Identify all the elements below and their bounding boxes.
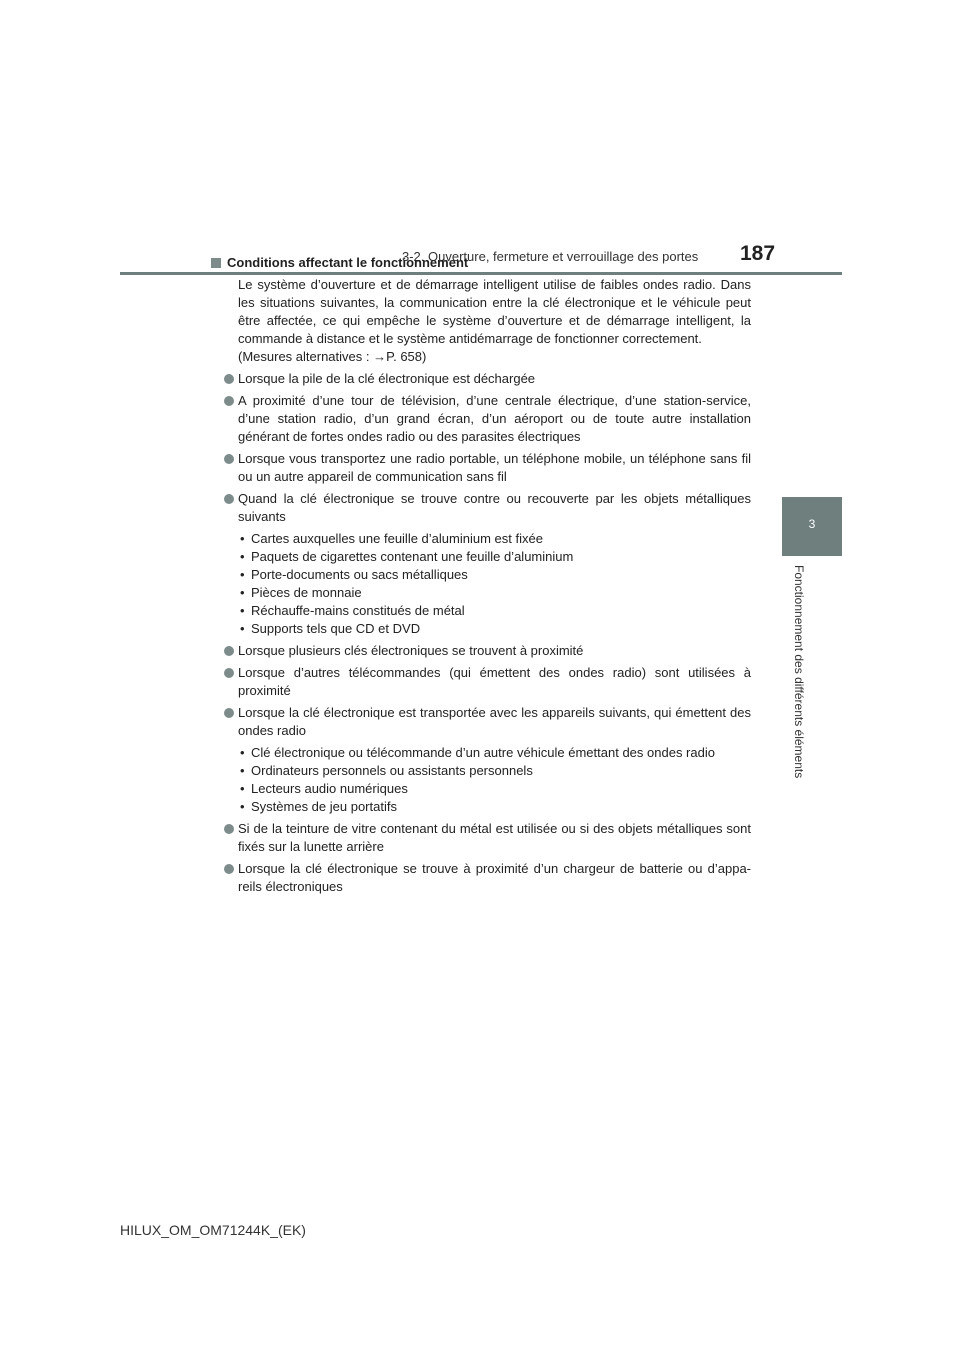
sub-list-item-text: Pièces de monnaie bbox=[251, 585, 362, 600]
list-item-text: Quand la clé électronique se trouve contre ou recouverte par les objets métalliques suivants bbox=[238, 491, 751, 524]
sub-list-item: • Supports tels que CD et DVD bbox=[240, 621, 421, 636]
list-item-text: Lorsque d’autres télécommandes (qui émettent des ondes radio) sont utilisées à proximité bbox=[238, 665, 751, 698]
circle-bullet-icon bbox=[224, 396, 234, 406]
list-item bbox=[211, 392, 751, 446]
list-item bbox=[211, 664, 751, 700]
list-item-text: Lorsque plusieurs clés électroniques se trouvent à proximité bbox=[238, 643, 584, 658]
sub-list-item-text: Systèmes de jeu portatifs bbox=[251, 799, 397, 814]
sub-list-item: • Systèmes de jeu portatifs bbox=[240, 799, 397, 814]
section-heading-text: Conditions affectant le fonctionnement bbox=[227, 255, 469, 270]
intro-text: Le système d’ouverture et de démarrage intelligent utilise de faibles ondes radio. Dans les situations suivantes, la communication entre la clé électronique et le véhicule peut être affectée, ce qui empêche le système d’ouverture et de démarrage intelligent, la commande à distance et le système antidémarrage de fonctionner correctement. bbox=[238, 277, 751, 346]
sub-list-item: • Clé électronique ou télécommande d’un autre véhicule émettant des ondes radio bbox=[240, 745, 715, 760]
sub-list-item-text: Cartes auxquelles une feuille d’aluminium est fixée bbox=[251, 531, 543, 546]
chapter-tab bbox=[782, 497, 842, 556]
circle-bullet-icon bbox=[224, 668, 234, 678]
list-item-text: Lorsque la clé électronique est transportée avec les appareils suivants, qui émettent des ondes radio bbox=[238, 705, 751, 738]
document-code: HILUX_OM_OM71244K_(EK) bbox=[120, 1222, 306, 1238]
sub-list-item-text: Porte-documents ou sacs métalliques bbox=[251, 567, 468, 582]
list-item-text: Lorsque la clé électronique se trouve à proximité d’un chargeur de batterie ou d’appa-reils électroniques bbox=[238, 861, 751, 894]
list-item bbox=[211, 820, 751, 856]
list-item-text: Si de la teinture de vitre contenant du métal est utilisée ou si des objets métalliques sont fixés sur la lunette arrière bbox=[238, 821, 751, 854]
intro-reference: (Mesures alternatives : →P. 658) bbox=[238, 349, 427, 364]
chapter-title: Fonctionnement des différents éléments bbox=[792, 565, 806, 779]
list-item bbox=[211, 860, 751, 896]
header-section-title: 3-2. Ouverture, fermeture et verrouillage des portes bbox=[402, 249, 699, 264]
circle-bullet-icon bbox=[224, 374, 234, 384]
list-item-text: Lorsque vous transportez une radio portable, un téléphone mobile, un téléphone sans fil ou un autre appareil de communication sans fil bbox=[238, 451, 751, 484]
sub-list-item: • Cartes auxquelles une feuille d’aluminium est fixée bbox=[240, 531, 543, 546]
sub-list-item: • Porte-documents ou sacs métalliques bbox=[240, 567, 468, 582]
list-item-text: Lorsque la pile de la clé électronique est déchargée bbox=[238, 371, 536, 386]
sub-list-item-text: Paquets de cigarettes contenant une feuille d’aluminium bbox=[251, 549, 574, 564]
metal-objects-list bbox=[238, 530, 751, 638]
circle-bullet-icon bbox=[224, 708, 234, 718]
sub-list-item-text: Ordinateurs personnels ou assistants personnels bbox=[251, 763, 533, 778]
circle-bullet-icon bbox=[224, 454, 234, 464]
intro-paragraph bbox=[238, 276, 751, 366]
chapter-number: 3 bbox=[808, 517, 816, 531]
sub-list-item: • Ordinateurs personnels ou assistants personnels bbox=[240, 763, 533, 778]
page-number: 187 bbox=[740, 242, 776, 265]
list-item bbox=[211, 704, 751, 740]
circle-bullet-icon bbox=[224, 864, 234, 874]
sub-list-item-text: Clé électronique ou télécommande d’un autre véhicule émettant des ondes radio bbox=[251, 745, 715, 760]
section-heading bbox=[211, 254, 751, 272]
list-item bbox=[211, 450, 751, 486]
sub-list-item-text: Supports tels que CD et DVD bbox=[251, 621, 421, 636]
list-item bbox=[211, 642, 751, 660]
list-item bbox=[211, 370, 751, 388]
sub-list-item: • Lecteurs audio numériques bbox=[240, 781, 408, 796]
list-item-text: A proximité d’une tour de télévision, d’une centrale électrique, d’une station-service, d’une station radio, d’un grand écran, d’un aéroport ou de toute autre installation générant de fortes ondes radio ou des parasites électriques bbox=[238, 393, 751, 444]
radio-devices-list bbox=[238, 744, 751, 816]
sub-list-item: • Pièces de monnaie bbox=[240, 585, 362, 600]
sub-list-item-text: Lecteurs audio numériques bbox=[251, 781, 408, 796]
sub-list-item: • Réchauffe-mains constitués de métal bbox=[240, 603, 465, 618]
main-content bbox=[211, 254, 751, 900]
circle-bullet-icon bbox=[224, 824, 234, 834]
circle-bullet-icon bbox=[224, 494, 234, 504]
sub-list-item: • Paquets de cigarettes contenant une feuille d’aluminium bbox=[240, 549, 574, 564]
square-bullet-icon bbox=[211, 258, 221, 268]
sub-list-item-text: Réchauffe-mains constitués de métal bbox=[251, 603, 465, 618]
list-item bbox=[211, 490, 751, 526]
circle-bullet-icon bbox=[224, 646, 234, 656]
